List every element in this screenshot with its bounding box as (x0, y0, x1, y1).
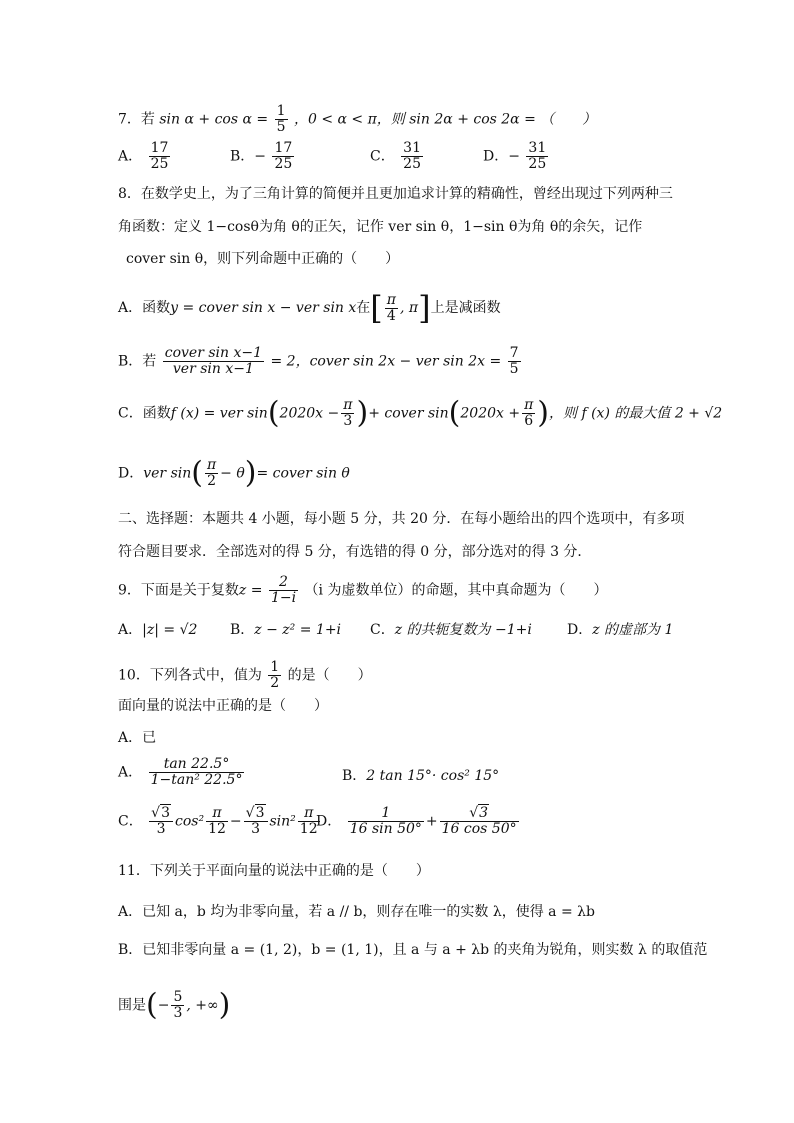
q10-option-c[interactable]: C． $\frac{√3}{3}$ cos² $\frac{\pi}{12}$ − $\frac{√3}{3}$ sin² $\frac{\pi}{12}$ (118, 805, 318, 837)
q9-option-b[interactable]: B．z − z² = 1+i (230, 622, 342, 638)
q11-option-b-line-2[interactable]: 围是(− $\frac{5}{3}$ , +∞) (118, 987, 231, 1023)
q10-option-b[interactable]: B．2 tan 15°· cos² 15° (342, 768, 500, 784)
question-10-extra-1: 面向量的说法中正确的是（ ） (118, 698, 328, 714)
question-8-line-1: 8．在数学史上，为了三角计算的简便并且更加追求计算的精确性，曾经出现过下列两种三 (118, 186, 673, 202)
question-7-stem: 7．若 sin α + cos α = $\frac{1}{5}$ ，0 < α < π，则 sin 2α + cos 2α = （ ） (118, 103, 597, 135)
section-2-line-1: 二、选择题：本题共 4 小题，每小题 5 分，共 20 分．在每小题给出的四个选项中，有多项 (118, 511, 685, 527)
q7-option-d[interactable]: D．− $\frac{31}{25}$ (483, 140, 547, 172)
q8-option-c[interactable]: C．函数f (x) = ver sin(2020x − $\frac{\pi}{3}$ )+ cover sin(2020x + $\frac{\pi}{6}$ )，则 f (x) 的最大值 2 + √2 (118, 395, 723, 431)
q7-fraction: $\frac{1}{5}$ (276, 103, 286, 135)
q7-option-b[interactable]: B．− $\frac{17}{25}$ (230, 140, 293, 172)
q10-option-d[interactable]: D． $\frac{1}{16 \sin 50^\circ}$ + $\frac{√3}{16 \cos 50^\circ}$ (316, 805, 517, 837)
q9-option-a[interactable]: A．|z| = √2 (118, 622, 198, 638)
question-10-stem: 10．下列各式中，值为 $\frac{1}{2}$ 的是（ ） (118, 659, 372, 691)
question-8-line-3: cover sin θ，则下列命题中正确的（ ） (126, 251, 400, 267)
q11-option-a[interactable]: A．已知 a，b 均为非零向量，若 a // b，则存在唯一的实数 λ，使得 a = λb (118, 904, 595, 920)
question-9-stem: 9．下面是关于复数z = $\frac{2}{1-i}$ （i 为虚数单位）的命题，其中真命题为（ ） (118, 574, 608, 606)
question-8-line-2: 角函数：定义 1−cosθ为角 θ的正矢，记作 ver sin θ，1−sin θ为角 θ的余矢，记作 (118, 219, 643, 235)
q11-option-b-line-1[interactable]: B．已知非零向量 a = (1, 2)，b = (1, 1)，且 a 与 a + λb 的夹角为锐角，则实数 λ 的取值范 (118, 942, 708, 958)
q7-option-c[interactable]: C． $\frac{31}{25}$ (370, 140, 421, 172)
q7-option-a[interactable]: A． $\frac{17}{25}$ (118, 140, 169, 172)
q8-option-b[interactable]: B．若 $\frac{\text{cover sin x−1}}{\text{ver sin x−1}}$ = 2，cover sin 2x − ver sin 2x = $\frac{7}{5}$ (118, 345, 519, 377)
question-10-extra-2: A．已 (118, 730, 157, 746)
q8-option-d[interactable]: D．ver sin( $\frac{\pi}{2}$ − θ)= cover sin θ (118, 455, 350, 491)
q10-option-a[interactable]: A． $\frac{\tan 22.5^\circ}{\text{1−tan² 22.5°}}$ (118, 756, 243, 788)
question-11-stem: 11．下列关于平面向量的说法中正确的是（ ） (118, 863, 430, 879)
q8-option-a[interactable]: A．函数y = cover sin x − ver sin x在[ $\frac{\pi}{4}$ , π]上是减函数 (118, 289, 501, 327)
q9-option-d[interactable]: D．z 的虚部为 1 (567, 622, 674, 638)
section-2-line-2: 符合题目要求．全部选对的得 5 分，有选错的得 0 分，部分选对的得 3 分． (118, 544, 592, 560)
q9-option-c[interactable]: C．z 的共轭复数为 −1+i (370, 622, 532, 638)
